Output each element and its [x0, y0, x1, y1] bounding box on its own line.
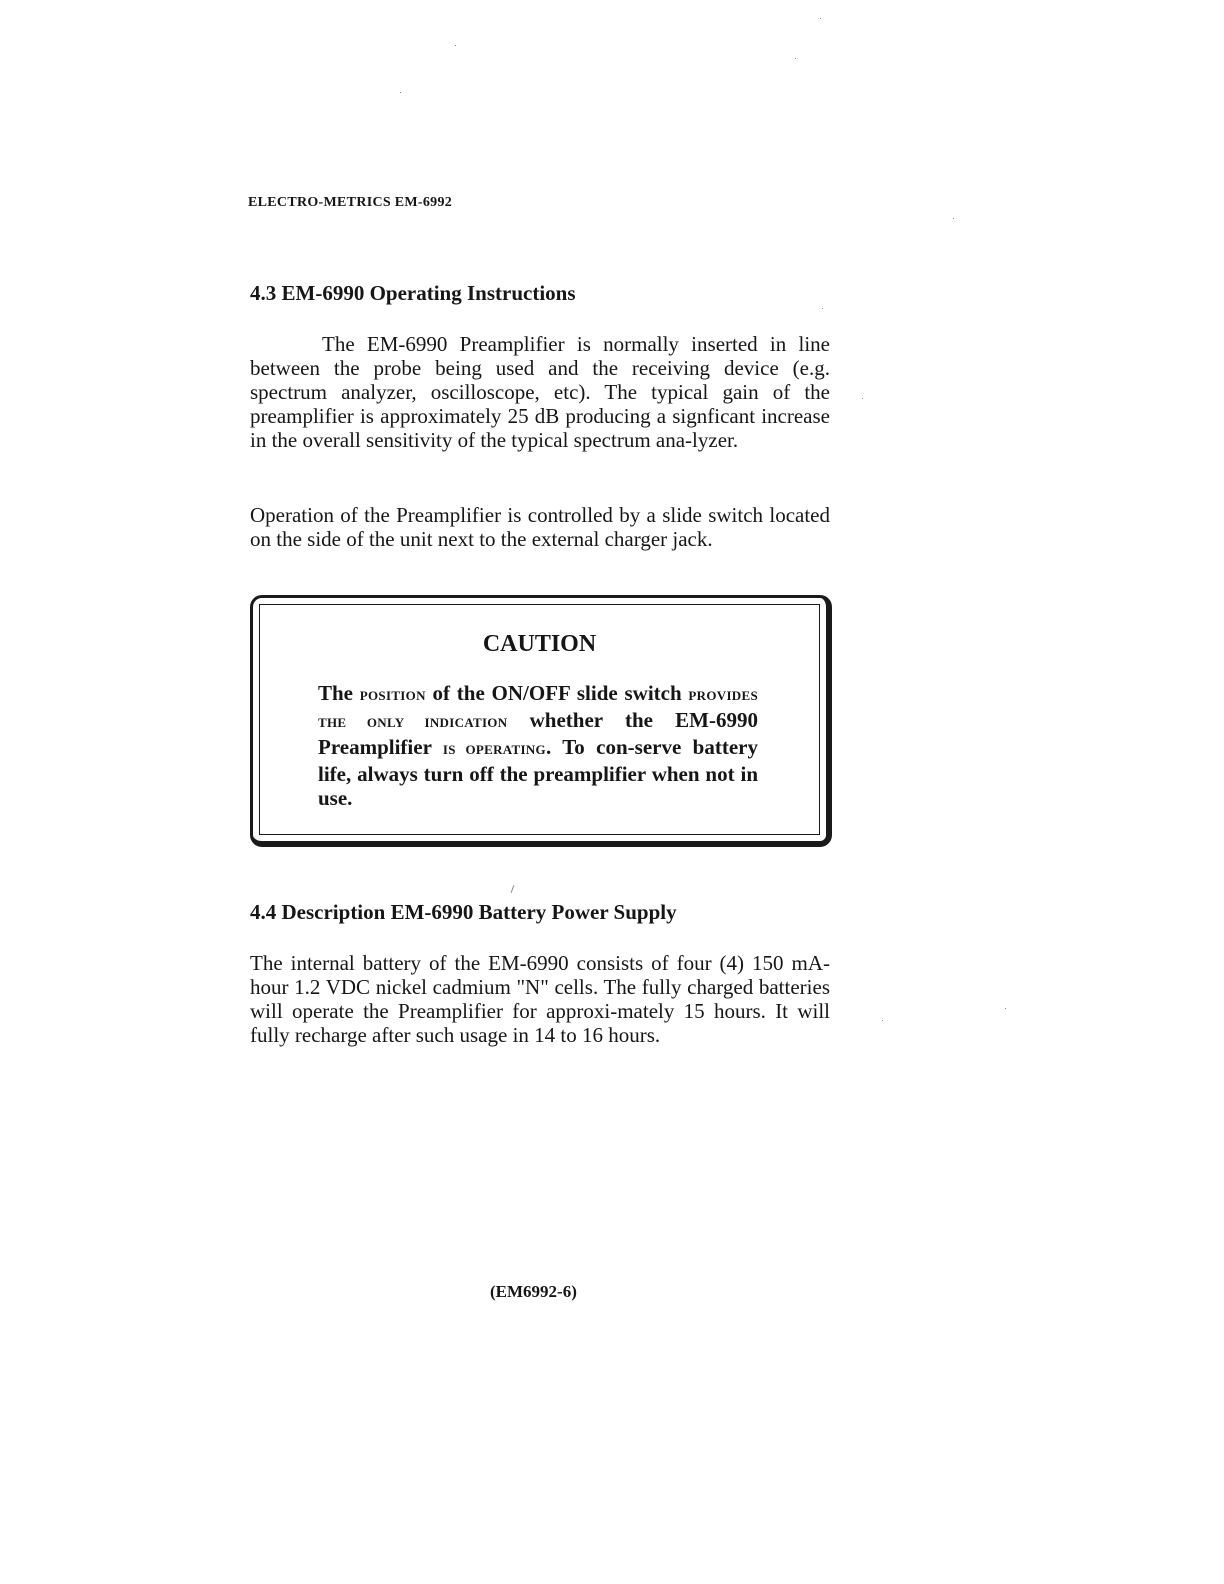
scan-speck — [953, 218, 954, 219]
slide-switch-paragraph: Operation of the Preamplifier is controlled by a slide switch located on the side of the unit next to the external charger jack. — [250, 503, 830, 551]
caution-text-part: of the ON/OFF slide switch — [425, 681, 689, 705]
caution-text-part: whether the EM-6990 Preamplifier — [318, 708, 758, 759]
scan-speck — [1005, 1008, 1006, 1009]
battery-description-paragraph: The internal battery of the EM-6990 consists of four (4) 150 mA-hour 1.2 VDC nickel cadmium "N" cells. The fully charged batteries will operate the Preamplifier for approxi-mately 15 hours. It will fully recharge after such usage in 14 to 16 hours. — [250, 951, 830, 1047]
caution-text-smallcaps: IS OPERATING — [442, 742, 546, 757]
scan-speck — [862, 398, 863, 399]
caution-title: CAUTION — [482, 631, 597, 657]
caution-text-smallcaps: POSITION — [359, 688, 426, 703]
section-heading-4-4: 4.4 Description EM-6990 Battery Power Supply — [250, 900, 677, 924]
scan-speck — [455, 45, 456, 46]
section-heading-4-3: 4.3 EM-6990 Operating Instructions — [250, 281, 576, 305]
scan-speck — [511, 885, 515, 893]
page-header: ELECTRO-METRICS EM-6992 — [248, 195, 453, 210]
caution-text — [318, 681, 758, 810]
scan-speck — [400, 92, 401, 93]
caution-text-part: The — [318, 681, 360, 705]
scan-speck — [795, 58, 796, 59]
caution-text-part: . To con-serve battery life, always turn off the preamplifier when not in use. — [318, 735, 758, 810]
scan-speck — [882, 1020, 883, 1021]
operating-instructions-paragraph: The EM-6990 Preamplifier is normally inserted in line between the probe being used and the receiving device (e.g. spectrum analyzer, oscilloscope, etc). The typical gain of the preamplifier is approximately 25 dB producing a signficant increase in the overall sensitivity of the typical spectrum ana-lyzer. — [250, 332, 830, 452]
caution-text-smallcaps: PROVIDES THE ONLY INDICATION — [318, 688, 758, 730]
caution-box — [250, 595, 832, 847]
scan-speck — [820, 18, 821, 19]
page-footer: (EM6992-6) — [490, 1282, 577, 1301]
scan-speck — [822, 308, 823, 309]
